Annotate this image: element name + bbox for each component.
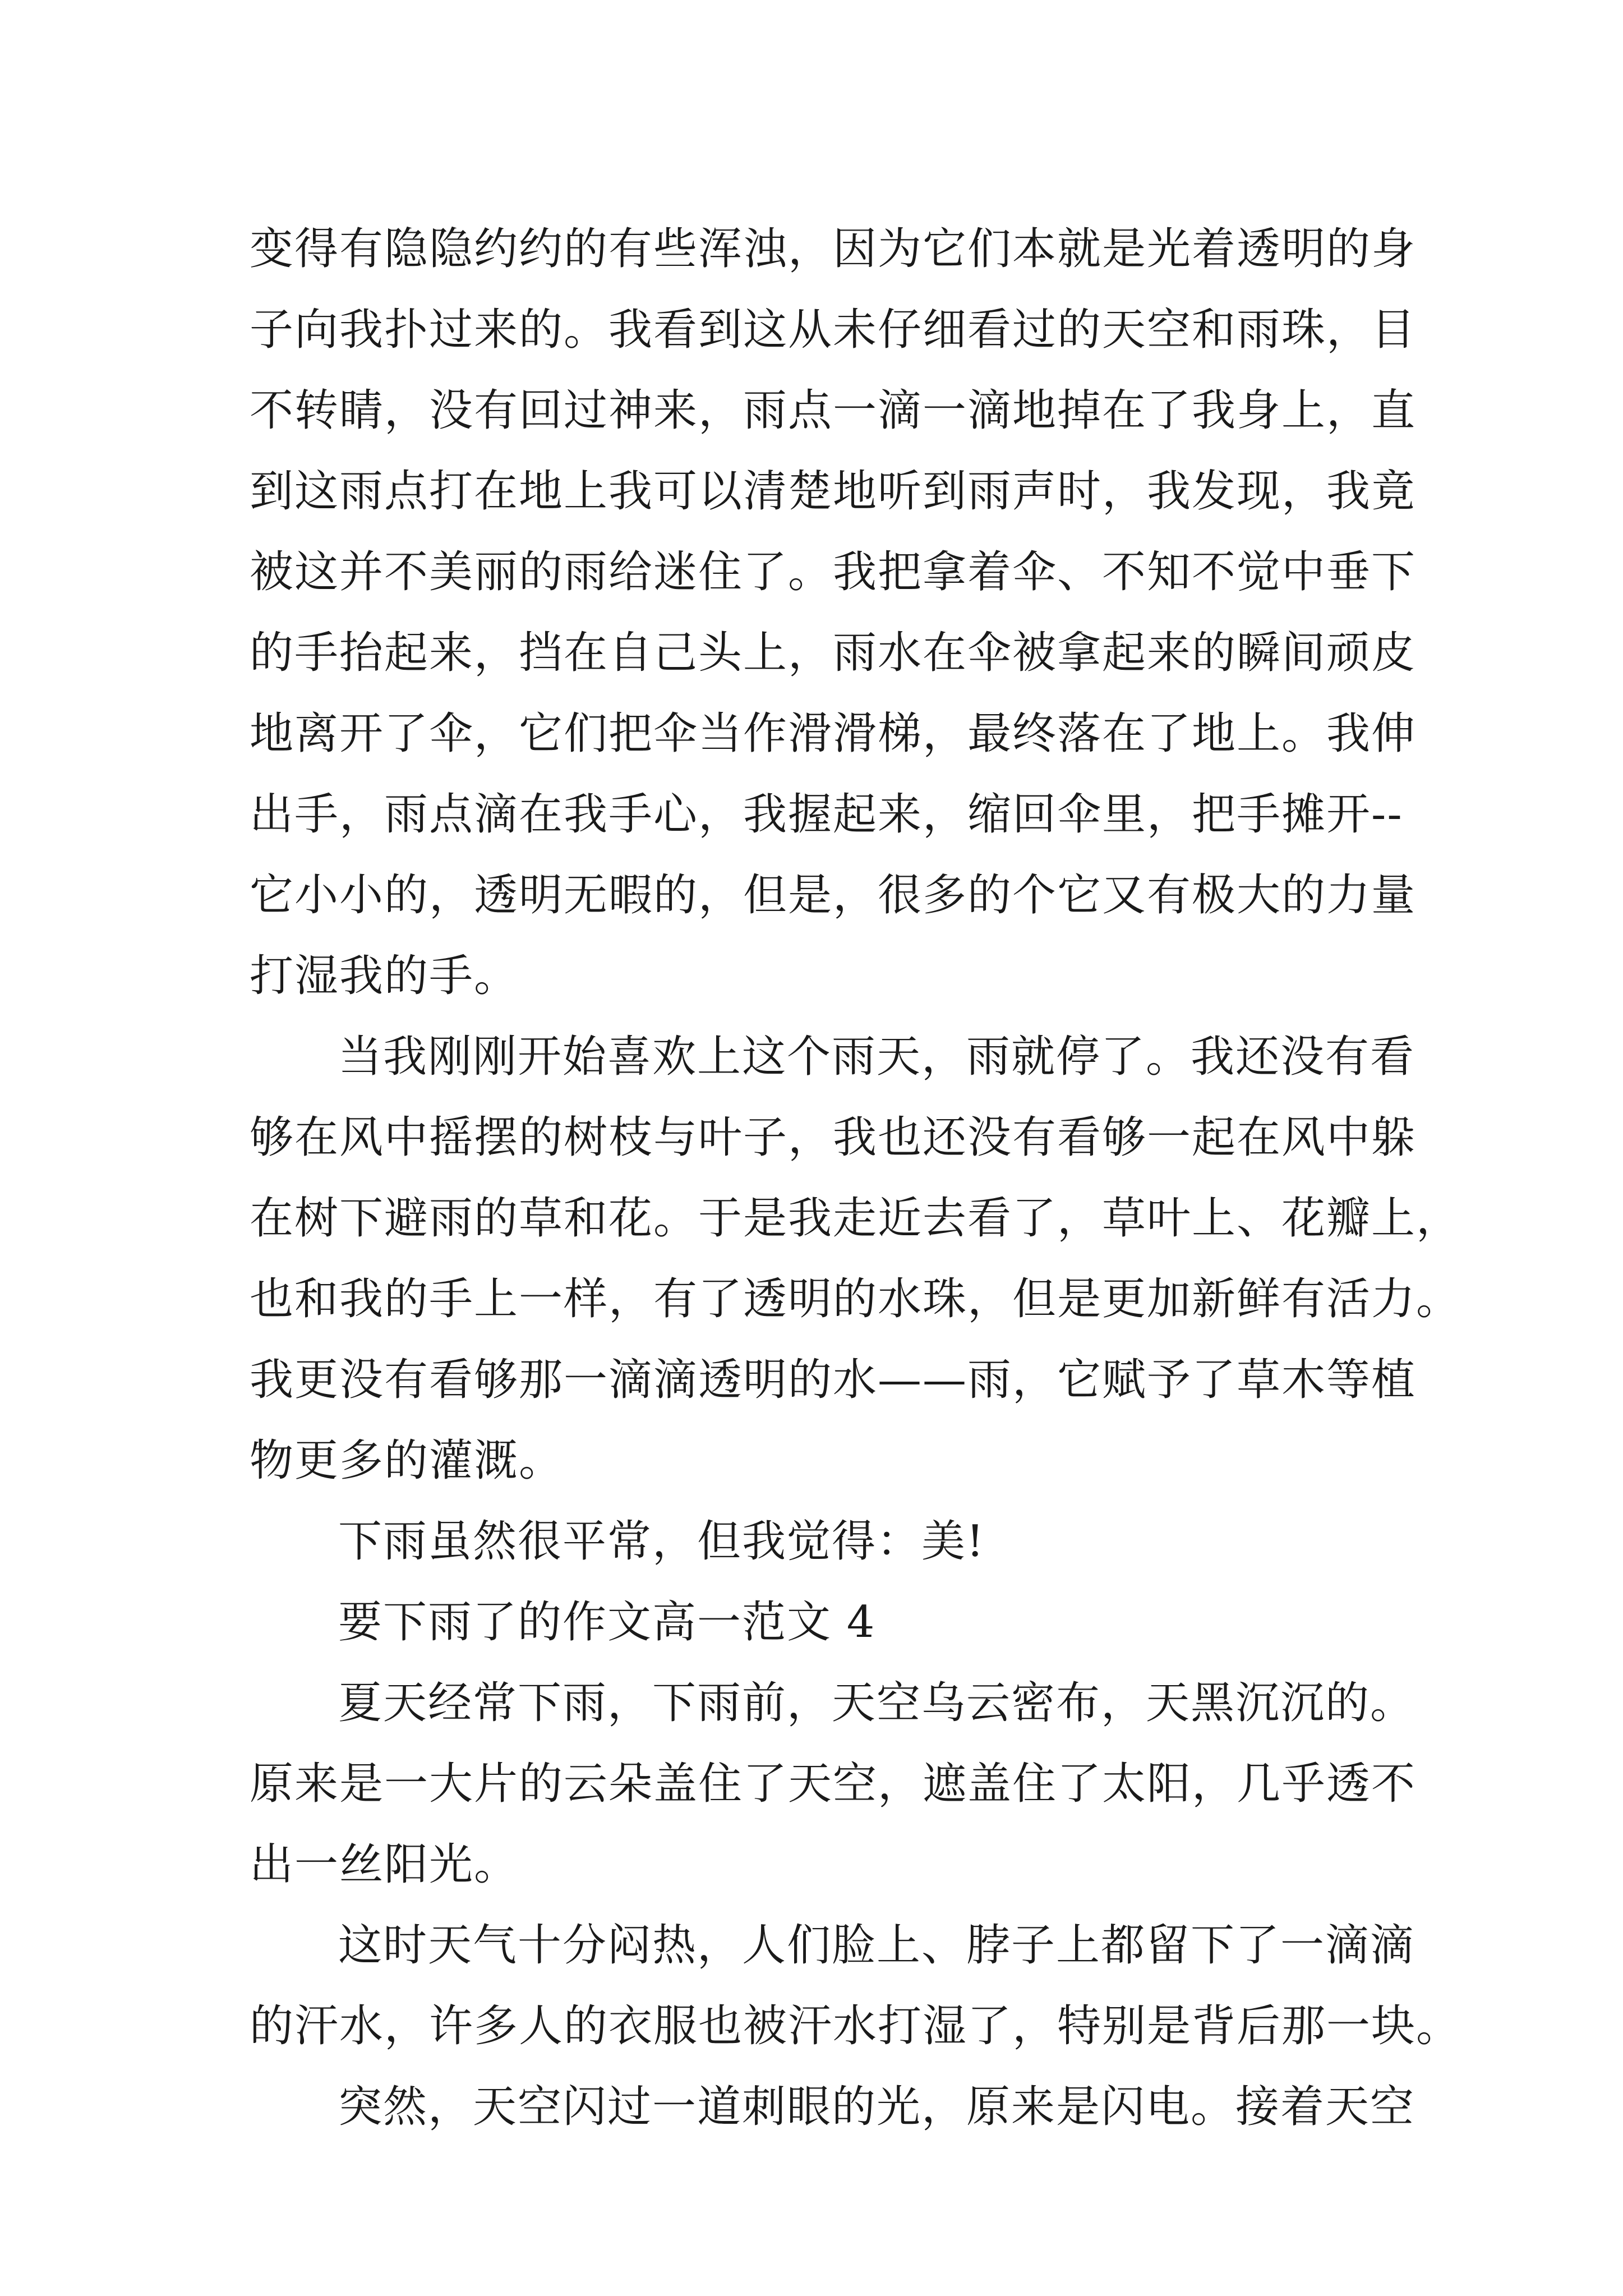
text-line: 在树下避雨的草和花。于是我走近去看了，草叶上、花瓣上， [250, 1193, 1461, 1244]
text-line: 出一丝阳光。 [250, 1839, 519, 1890]
text-line: 它小小的，透明无暇的，但是，很多的个它又有极大的力量 [250, 870, 1417, 921]
paragraph-first-line: 突然，天空闪过一道刺眼的光，原来是闪电。接着天空 [338, 2082, 1415, 2132]
text-line: 被这并不美丽的雨给迷住了。我把拿着伞、不知不觉中垂下 [250, 547, 1417, 597]
paragraph-first-line: 要下雨了的作文高一范文 4 [338, 1597, 876, 1648]
text-line: 出手，雨点滴在我手心，我握起来，缩回伞里，把手摊开-- [250, 789, 1403, 840]
text-line: 够在风中摇摆的树枝与叶子，我也还没有看够一起在风中躲 [250, 1112, 1417, 1163]
text-line: 原来是一大片的云朵盖住了天空，遮盖住了太阳，几乎透不 [250, 1759, 1417, 1809]
text-line: 的汗水，许多人的衣服也被汗水打湿了，特别是背后那一块。 [250, 2001, 1461, 2051]
paragraph-first-line: 夏天经常下雨，下雨前，天空乌云密布，天黑沉沉的。 [338, 1678, 1415, 1728]
text-line: 我更没有看够那一滴滴透明的水——雨，它赋予了草木等植 [250, 1355, 1417, 1405]
text-line: 地离开了伞，它们把伞当作滑滑梯，最终落在了地上。我伸 [250, 708, 1417, 759]
paragraph-first-line: 当我刚刚开始喜欢上这个雨天，雨就停了。我还没有看 [338, 1032, 1415, 1082]
text-line: 打湿我的手。 [250, 951, 519, 1001]
paragraph-first-line: 这时天气十分闷热，人们脸上、脖子上都留下了一滴滴 [338, 1920, 1415, 1971]
text-line: 不转睛，没有回过神来，雨点一滴一滴地掉在了我身上，直 [250, 385, 1417, 436]
text-line: 变得有隐隐约约的有些浑浊，因为它们本就是光着透明的身 [250, 224, 1417, 274]
text-line: 物更多的灌溉。 [250, 1435, 564, 1486]
document-body [250, 209, 1461, 2147]
text-line: 到这雨点打在地上我可以清楚地听到雨声时，我发现，我竟 [250, 466, 1417, 517]
text-line: 子向我扑过来的。我看到这从未仔细看过的天空和雨珠，目 [250, 305, 1417, 355]
paragraph-first-line: 下雨虽然很平常，但我觉得：美! [338, 1516, 985, 1567]
text-line: 的手抬起来，挡在自己头上，雨水在伞被拿起来的瞬间顽皮 [250, 628, 1417, 678]
text-line: 也和我的手上一样，有了透明的水珠，但是更加新鲜有活力。 [250, 1274, 1461, 1324]
